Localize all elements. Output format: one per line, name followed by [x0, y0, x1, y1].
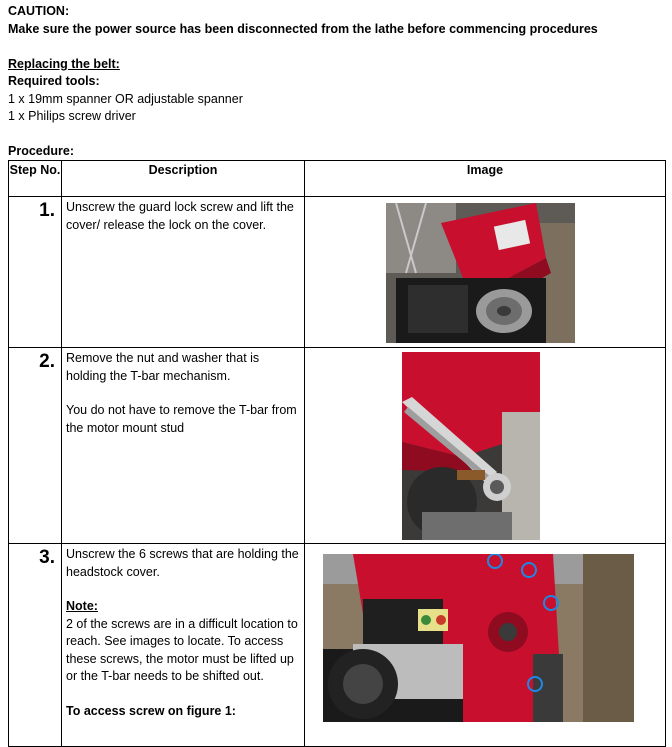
description-text: Unscrew the guard lock screw and lift the cover/ release the lock on the cover. — [66, 200, 294, 232]
note-text: 2 of the screws are in a difficult location to reach. See images to locate. To access these screws, the motor must be lifted up or the T-bar needs to be shifted out. — [66, 616, 298, 683]
header-image: Image — [305, 161, 666, 197]
header-description: Description — [62, 161, 305, 197]
step-number: 3. — [9, 544, 62, 747]
procedure-table — [8, 160, 666, 747]
tools-heading: Required tools: — [8, 74, 100, 88]
step-description — [62, 197, 305, 348]
caution-title: CAUTION: — [8, 4, 70, 18]
note-label: Note: — [66, 599, 98, 613]
step-image-cell — [305, 197, 666, 348]
description-text: Remove the nut and washer that is holding the T-bar mechanism. — [66, 351, 260, 383]
table-header-row — [9, 161, 666, 197]
description-text: Unscrew the 6 screws that are holding the headstock cover. — [66, 547, 299, 579]
table-row — [9, 197, 666, 348]
description-text: You do not have to remove the T-bar from the motor mount stud — [66, 403, 297, 435]
caution-message: Make sure the power source has been disconnected from the lathe before commencing procedures — [8, 21, 598, 36]
step-number: 1. — [9, 197, 62, 348]
step-description — [62, 544, 305, 747]
document-header — [8, 3, 664, 161]
figure-reference: To access screw on figure 1: — [66, 703, 236, 718]
spanner-on-nut-photo — [402, 352, 540, 540]
table-row — [9, 348, 666, 544]
headstock-cover-screws-photo — [323, 554, 634, 722]
step-image-cell — [305, 348, 666, 544]
procedure-heading: Procedure: — [8, 144, 74, 158]
step-description — [62, 348, 305, 544]
step-image-cell — [305, 544, 666, 747]
tool-item: 1 x 19mm spanner OR adjustable spanner — [8, 91, 243, 106]
header-step: Step No. — [9, 161, 62, 197]
tool-item: 1 x Philips screw driver — [8, 109, 136, 123]
section-heading: Replacing the belt: — [8, 56, 120, 71]
lathe-guard-cover-photo — [386, 203, 575, 343]
step-number: 2. — [9, 348, 62, 544]
table-row — [9, 544, 666, 747]
